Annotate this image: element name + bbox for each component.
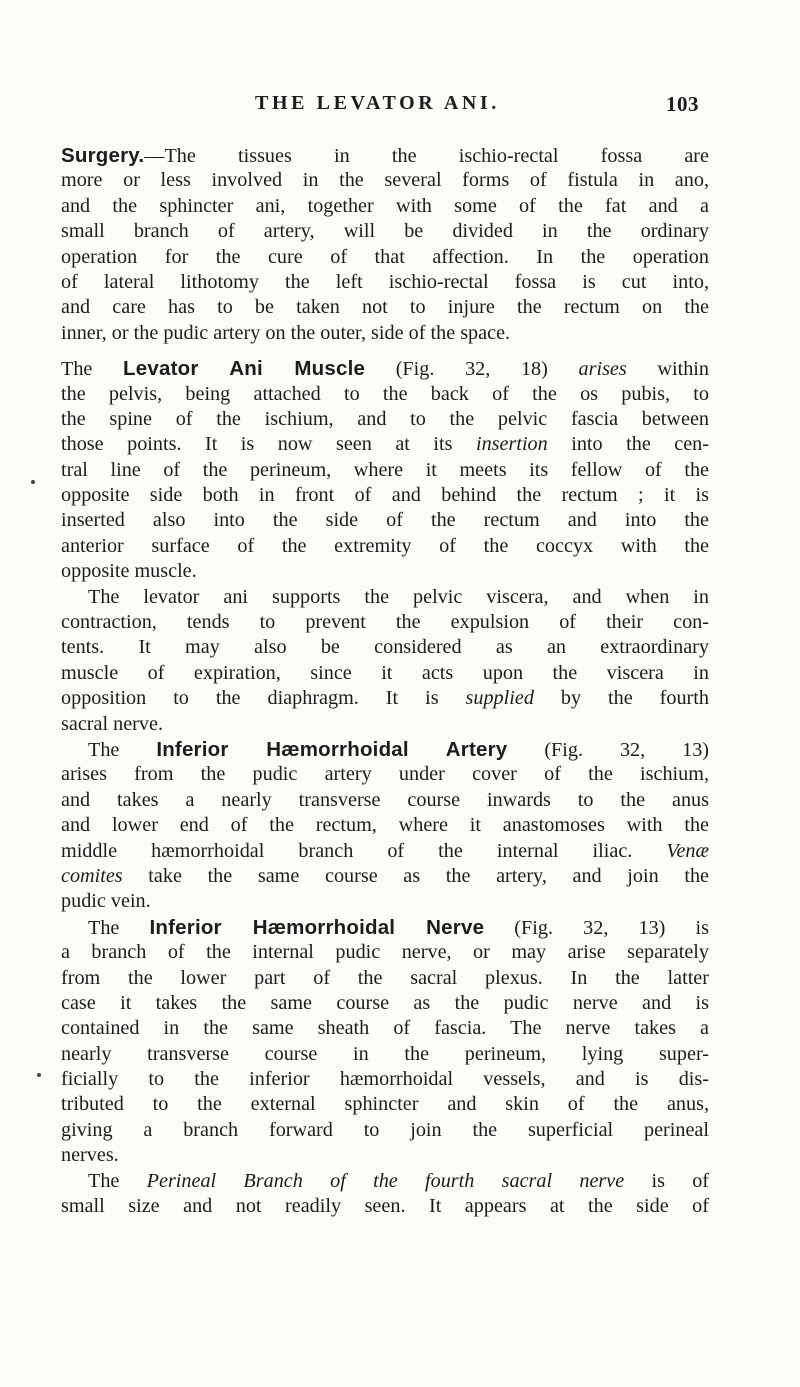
text-line: the pelvis, being attached to the back of the os pubis, to (61, 382, 709, 405)
text-line: pudic vein. (61, 890, 151, 913)
running-title: THE LEVATOR ANI. (255, 92, 500, 114)
text-line: giving a branch forward to join the superficial perineal (61, 1118, 709, 1141)
text-line: operation for the cure of that affection. In the operation (61, 245, 709, 268)
text-line: sacral nerve. (61, 712, 163, 735)
paragraph-surgery (61, 143, 709, 346)
text-line: those points. It is now seen at its insertion into the cen- (61, 433, 710, 456)
text-line: muscle of expiration, since it acts upon the viscera in (61, 661, 709, 684)
text-line: of lateral lithotomy the left ischio-rectal fossa is cut into, (61, 270, 709, 293)
text-line: The Inferior Hæmorrhoidal Nerve (Fig. 32, 13) is (88, 915, 709, 939)
text-line: tributed to the external sphincter and skin of the anus, (61, 1093, 709, 1116)
paragraph-levator-ani (61, 356, 709, 585)
text-line: The Perineal Branch of the fourth sacral nerve is of (88, 1169, 710, 1192)
text-line: a branch of the internal pudic nerve, or may arise separately (61, 941, 709, 964)
text-line: arises from the pudic artery under cover of the ischium, (61, 763, 709, 786)
section-heading-nerve: Inferior Hæmorrhoidal Nerve (149, 915, 485, 939)
text-line: contained in the same sheath of fascia. The nerve takes a (61, 1017, 709, 1040)
text-line: middle hæmorrhoidal branch of the internal iliac. Venæ (61, 839, 709, 862)
text-line: inserted also into the side of the rectum and into the (61, 509, 709, 532)
text-line: Surgery.—The tissues in the ischio-rectal fossa are (61, 144, 709, 167)
text-line: anterior surface of the extremity of the coccyx with the (61, 534, 709, 557)
text-line: small size and not readily seen. It appears at the side of (61, 1195, 709, 1218)
text-line: small branch of artery, will be divided in the ordinary (61, 220, 709, 243)
text-line: The Inferior Hæmorrhoidal Artery (Fig. 32, 13) (88, 737, 710, 761)
text-line: inner, or the pudic artery on the outer, side of the space. (61, 321, 511, 344)
section-heading-surgery: Surgery. (61, 144, 145, 167)
text-line: tral line of the perineum, where it meets its fellow of the (61, 458, 709, 481)
paragraph-inferior-haemorrhoidal-nerve (61, 915, 709, 1169)
running-head (255, 92, 699, 122)
text-line: and takes a nearly transverse course inwards to the anus (61, 788, 709, 811)
text-line: nearly transverse course in the perineum, lying super- (61, 1042, 709, 1065)
text-line: nerves. (61, 1144, 119, 1167)
margin-dot (31, 480, 35, 484)
text-line: comites take the same course as the artery, and join the (61, 864, 709, 887)
paragraph-inferior-haemorrhoidal-artery (61, 737, 709, 915)
text-line: opposite side both in front of and behind the rectum ; it is (61, 484, 709, 507)
text-line: case it takes the same course as the pudic nerve and is (61, 991, 709, 1014)
text-line: the spine of the ischium, and to the pelvic fascia between (61, 407, 709, 430)
text-line: The Levator Ani Muscle (Fig. 32, 18) arises within (61, 357, 709, 381)
section-heading-levator-ani: Levator Ani Muscle (123, 357, 366, 381)
text-line: and care has to be taken not to injure the rectum on the (61, 296, 709, 319)
text-line: and lower end of the rectum, where it anastomoses with the (61, 814, 709, 837)
text-line: opposite muscle. (61, 560, 197, 583)
margin-dot (37, 1073, 41, 1077)
text-line: tents. It may also be considered as an extraordinary (61, 636, 709, 659)
paragraph-levator-function (61, 585, 709, 737)
text-line: opposition to the diaphragm. It is supplied by the fourth (61, 687, 709, 710)
italic-term-perineal-branch: Perineal Branch of the fourth sacral nerve (146, 1169, 625, 1192)
body-text (61, 143, 709, 1219)
text-line: ficially to the inferior hæmorrhoidal vessels, and is dis- (61, 1068, 709, 1091)
section-heading-artery: Inferior Hæmorrhoidal Artery (156, 737, 508, 761)
text-line: contraction, tends to prevent the expulsion of their con- (61, 611, 709, 634)
text-line: The levator ani supports the pelvic viscera, and when in (88, 585, 709, 608)
paragraph-perineal-branch (61, 1169, 709, 1220)
text-line: from the lower part of the sacral plexus. In the latter (61, 966, 709, 989)
page-number: 103 (666, 92, 699, 116)
text-line: more or less involved in the several forms of fistula in ano, (61, 169, 709, 192)
text-line: and the sphincter ani, together with some of the fat and a (61, 194, 709, 217)
